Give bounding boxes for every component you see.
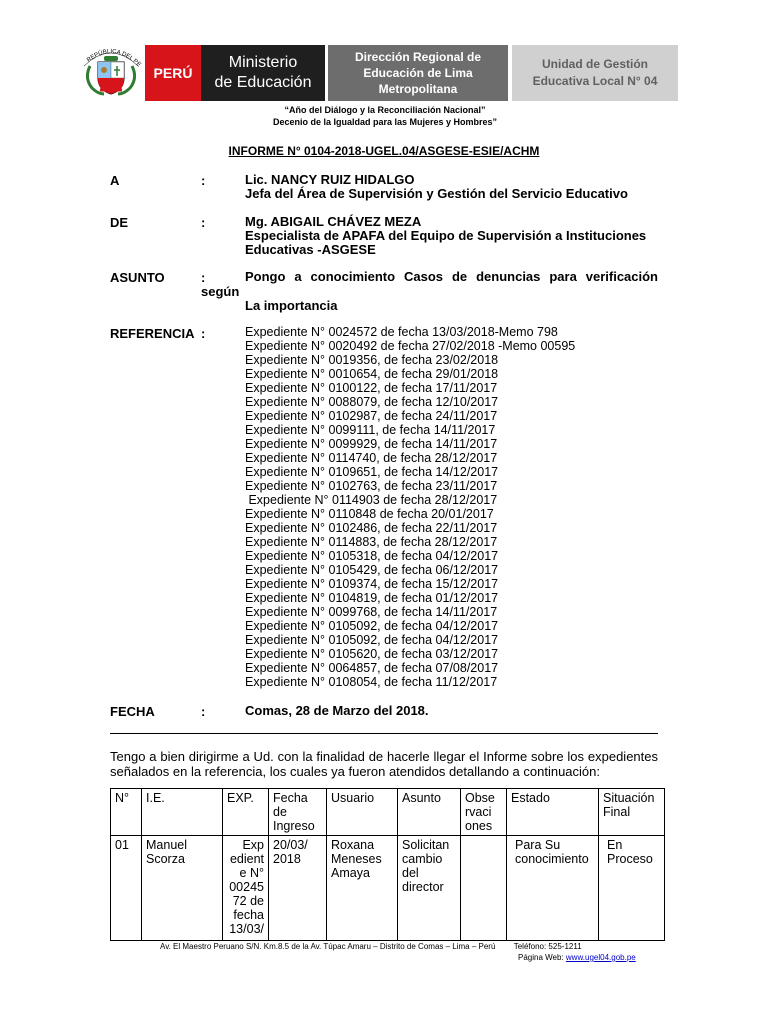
reference-item: Expediente N° 0114883, de fecha 28/12/2017 (245, 535, 498, 549)
reference-item: Expediente N° 0099768, de fecha 14/11/2017 (245, 605, 498, 619)
footer-phone: Teléfono: 525-1211 (513, 942, 582, 951)
reference-item: Expediente N° 0105318, de fecha 04/12/2017 (245, 549, 499, 563)
reference-item: Expediente N° 0099929, de fecha 14/11/2017 (245, 437, 498, 451)
field-de-label: DE (110, 215, 129, 230)
reference-item: Expediente N° 0064857, de fecha 07/08/2017 (245, 661, 499, 675)
field-referencia-colon: : (201, 326, 206, 341)
cases-table (110, 788, 665, 941)
reference-item: Expediente N° 0088079, de fecha 12/10/2017 (245, 395, 499, 409)
field-de-position: Especialista de APAFA del Equipo de Supervisión a Instituciones (245, 228, 647, 243)
reference-item: Expediente N° 0010654, de fecha 29/01/2018 (245, 367, 499, 381)
table-cell: 01 (111, 836, 142, 941)
field-a-position: Jefa del Área de Supervisión y Gestión del Servicio Educativo (245, 186, 628, 201)
field-asunto-line2: La importancia (245, 298, 338, 313)
table-header-cell: EXP. (223, 789, 269, 836)
reference-item: Expediente N° 0105092, de fecha 04/12/2017 (245, 619, 499, 633)
field-fecha-value: Comas, 28 de Marzo del 2018. (245, 703, 429, 718)
reference-item: Expediente N° 0102486, de fecha 22/11/2017 (245, 521, 498, 535)
ministry-logo (201, 45, 325, 101)
table-cell: Roxana Meneses Amaya (327, 836, 398, 941)
reference-item: Expediente N° 0020492 de fecha 27/02/2018 -Memo 00595 (245, 339, 576, 353)
intro-paragraph: Tengo a bien dirigirme a Ud. con la finalidad de hacerle llegar el Informe sobre los expedientes señalados en la referencia, los cuales ya fueron atendidos detallando a continuación: (110, 749, 658, 779)
field-asunto-line1: Pongo a conocimiento Casos de denuncias para verificación (245, 269, 658, 284)
footer-web-link[interactable]: www.ugel04.gob.pe (565, 953, 636, 962)
ministry-line2: de Educación (214, 74, 312, 91)
reference-item: Expediente N° 0104819, de fecha 01/12/2017 (245, 591, 499, 605)
divider (110, 733, 658, 734)
table-row (111, 836, 665, 941)
footer-address: Av. El Maestro Peruano S/N. Km.8.5 de la Av. Túpac Amaru – Distrito de Comas – Lima – Perú (160, 942, 496, 951)
dre-line2: Educación de Lima (363, 66, 473, 80)
table-cell: 20/03/ 2018 (269, 836, 327, 941)
table-header-cell: Situación Final (599, 789, 665, 836)
footer-web-label: Página Web: (518, 953, 564, 962)
field-referencia-label: REFERENCIA (110, 326, 195, 341)
reference-item: Expediente N° 0105429, de fecha 06/12/2017 (245, 563, 499, 577)
footer-address-line (160, 942, 582, 951)
reference-item: Expediente N° 0114903 de fecha 28/12/2017 (245, 493, 498, 507)
field-de-name: Mg. ABIGAIL CHÁVEZ MEZA (245, 214, 422, 229)
field-a-name: Lic. NANCY RUIZ HIDALGO (245, 172, 415, 187)
reference-item: Expediente N° 0024572 de fecha 13/03/2018-Memo 798 (245, 325, 558, 339)
reference-list (245, 325, 575, 689)
dre-line1: Dirección Regional de (354, 50, 482, 64)
field-asunto-wrap: según (201, 284, 240, 299)
reference-item: Expediente N° 0109374, de fecha 15/12/2017 (245, 577, 499, 591)
document-title: INFORME N° 0104-2018-UGEL.04/ASGESE-ESIE/ACHM (228, 144, 540, 158)
field-a-colon: : (201, 173, 206, 188)
table-cell: En Proceso (599, 836, 665, 941)
table-header-cell: Fecha de Ingreso (269, 789, 327, 836)
table-cell: Manuel Scorza (142, 836, 223, 941)
dre-label (328, 45, 508, 101)
table-cell: Solicitan cambio del director (398, 836, 461, 941)
field-de-colon: : (201, 215, 206, 230)
reference-item: Expediente N° 0099111, de fecha 14/11/2017 (245, 423, 496, 437)
ugel-line1: Unidad de Gestión (541, 57, 648, 71)
field-a-label: A (110, 173, 120, 188)
reference-item: Expediente N° 0114740, de fecha 28/12/2017 (245, 451, 498, 465)
reference-item: Expediente N° 0102987, de fecha 24/11/2017 (245, 409, 498, 423)
footer-web-line (518, 953, 636, 962)
table-cell (461, 836, 507, 941)
reference-item: Expediente N° 0019356, de fecha 23/02/2018 (245, 353, 499, 367)
coat-of-arms-logo (78, 44, 144, 100)
table-header-row (111, 789, 665, 836)
table-header-cell: I.E. (142, 789, 223, 836)
dre-line3: Metropolitana (378, 82, 458, 96)
reference-item: Expediente N° 0102763, de fecha 23/11/2017 (245, 479, 498, 493)
field-asunto-colon: : (201, 270, 206, 285)
motto-line2: Decenio de la Igualdad para las Mujeres y Hombres” (272, 117, 498, 127)
table-cell: Para Su conocimiento (507, 836, 599, 941)
peru-label: PERÚ (145, 45, 201, 101)
reference-item: Expediente N° 0105092, de fecha 04/12/2017 (245, 633, 499, 647)
motto (200, 104, 570, 128)
ugel-label (512, 45, 678, 101)
ministry-line1: Ministerio (228, 54, 298, 71)
table-header-cell: N° (111, 789, 142, 836)
reference-item: Expediente N° 0100122, de fecha 17/11/2017 (245, 381, 498, 395)
svg-text:REPÚBLICA DEL PERÚ: REPÚBLICA DEL PE (86, 48, 142, 69)
table-header-cell: Estado (507, 789, 599, 836)
table-header-cell: Usuario (327, 789, 398, 836)
table-header-cell: Asunto (398, 789, 461, 836)
reference-item: Expediente N° 0110848 de fecha 20/01/2017 (245, 507, 494, 521)
field-de-position-cont: Educativas -ASGESE (245, 242, 376, 257)
field-asunto-label: ASUNTO (110, 270, 165, 285)
reference-item: Expediente N° 0109651, de fecha 14/12/2017 (245, 465, 499, 479)
reference-item: Expediente N° 0108054, de fecha 11/12/2017 (245, 675, 498, 689)
field-fecha-colon: : (201, 704, 206, 719)
ugel-line2: Educativa Local N° 04 (532, 74, 658, 88)
reference-item: Expediente N° 0105620, de fecha 03/12/2017 (245, 647, 499, 661)
table-cell: Exp edient e N° 00245 72 de fecha 13/03/ (223, 836, 269, 941)
table-header-cell: Obse rvaci ones (461, 789, 507, 836)
field-fecha-label: FECHA (110, 704, 155, 719)
motto-line1: “Año del Diálogo y la Reconciliación Nacional” (284, 105, 486, 115)
